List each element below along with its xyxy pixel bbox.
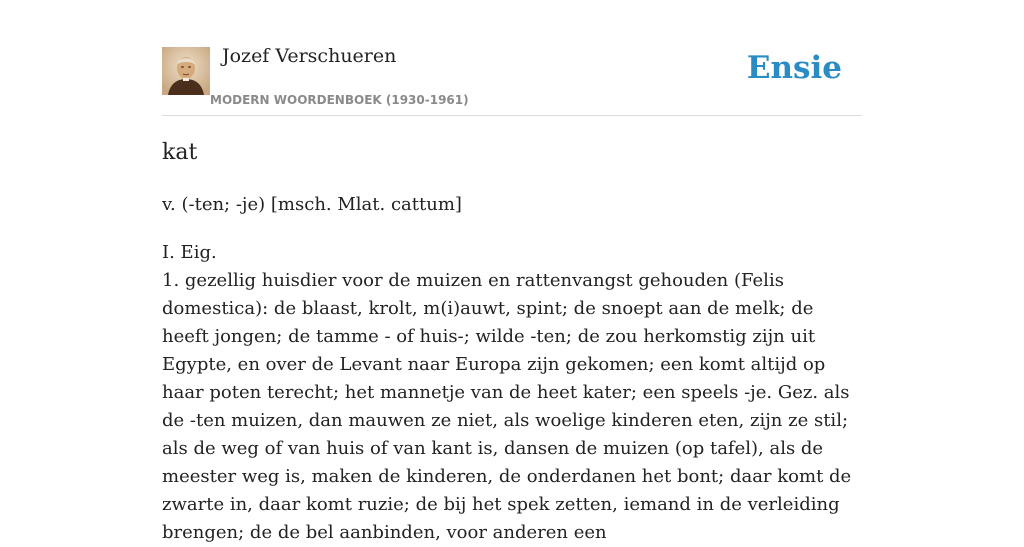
entry-grammar: v. (-ten; -je) [msch. Mlat. cattum]	[162, 194, 462, 215]
ensie-logo[interactable]: Ensie	[746, 50, 842, 86]
entry-definition	[162, 239, 862, 547]
entry-header	[162, 0, 862, 116]
source-title[interactable]: MODERN WOORDENBOEK (1930-1961)	[210, 93, 469, 107]
content-container	[162, 0, 862, 543]
author-name[interactable]: Jozef Verschueren	[222, 45, 397, 67]
author-avatar[interactable]	[162, 47, 210, 95]
author-portrait-icon	[162, 47, 210, 95]
definition-text: 1. gezellig huisdier voor de muizen en rattenvangst gehouden (Felis domestica): de blaast, krolt, m(i)auwt, spint; de snoept aan de melk; de heeft jongen; de tamme - of huis-; wilde -ten; de zou herkomstig zijn uit Egypte, en over de Levant naar Europa zijn gekomen; een komt altijd op haar poten terecht; het mannetje van de heet kater; een speels -je. Gez. als de -ten muizen, dan mauwen ze niet, als woelige kinderen eten, zijn ze stil; als de weg of van huis of van kant is, dansen de muizen (op tafel), als de meester weg is, maken de kinderen, de onderdanen het bont; daar komt de zwarte in, daar komt ruzie; de bij het spek zetten, iemand in de verleiding brengen; de de bel aanbinden, voor anderen een	[162, 270, 852, 543]
entry-headword: kat	[162, 140, 198, 165]
definition-section-label: I. Eig.	[162, 242, 217, 263]
